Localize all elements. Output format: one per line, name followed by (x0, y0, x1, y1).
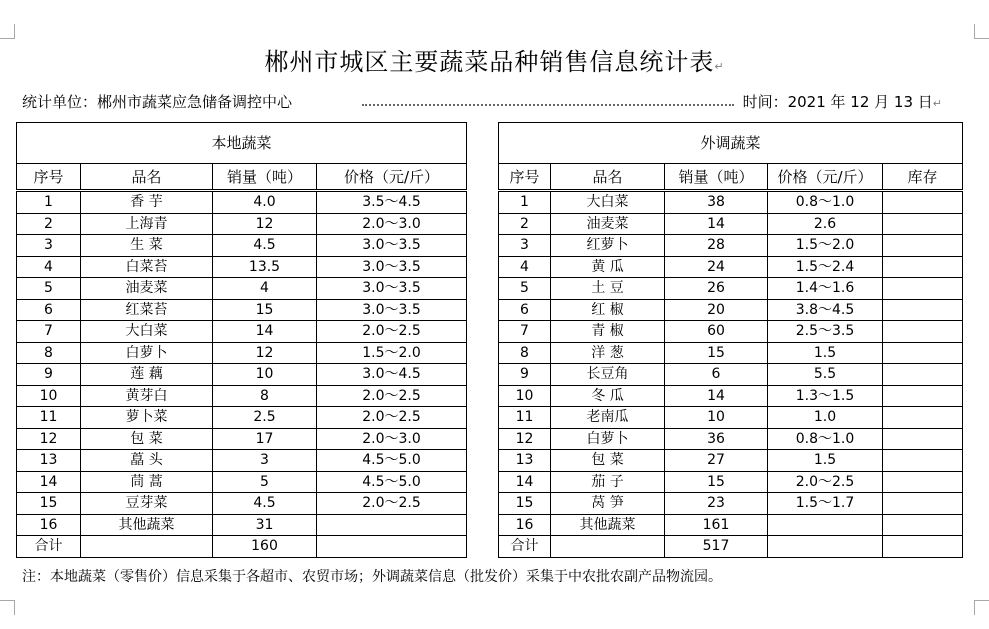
cell-empty (883, 536, 963, 558)
cell-local-qty: 15 (213, 299, 317, 321)
cell-remote-price: 0.8～1.0 (768, 428, 883, 450)
cell-remote-no: 13 (499, 450, 551, 472)
cell-remote-qty: 14 (665, 213, 768, 235)
cell-remote-name: 青 椒 (551, 321, 665, 343)
cell-local-qty: 31 (213, 514, 317, 536)
cell-remote-qty: 10 (665, 407, 768, 429)
cell-local-qty: 4.5 (213, 493, 317, 515)
cell-remote-qty: 15 (665, 471, 768, 493)
col-header-remote-name: 品名 (551, 164, 665, 191)
cell-remote-qty: 36 (665, 428, 768, 450)
cell-remote-name: 莴 笋 (551, 493, 665, 515)
cell-remote-stock (883, 191, 963, 214)
cell-local-no: 1 (17, 191, 81, 214)
cell-remote-qty: 23 (665, 493, 768, 515)
cell-local-qty: 12 (213, 213, 317, 235)
cell-remote-name: 大白菜 (551, 191, 665, 214)
cell-remote-name: 茄 子 (551, 471, 665, 493)
cell-remote-no: 8 (499, 342, 551, 364)
cell-local-price: 2.0～2.5 (317, 385, 467, 407)
cell-local-no: 6 (17, 299, 81, 321)
cell-remote-no: 5 (499, 278, 551, 300)
cell-remote-price: 1.4～1.6 (768, 278, 883, 300)
cell-remote-stock (883, 235, 963, 257)
cell-remote-stock (883, 321, 963, 343)
cell-local-name: 白萝卜 (81, 342, 213, 364)
cell-local-name: 上海青 (81, 213, 213, 235)
cell-empty (768, 536, 883, 558)
cell-local-price: 2.0～2.5 (317, 493, 467, 515)
total-label-local: 合计 (17, 536, 81, 558)
cell-remote-no: 9 (499, 364, 551, 386)
cell-remote-stock (883, 493, 963, 515)
cell-local-qty: 5 (213, 471, 317, 493)
cell-local-name: 豆芽菜 (81, 493, 213, 515)
cell-local-no: 12 (17, 428, 81, 450)
cell-remote-no: 7 (499, 321, 551, 343)
cell-local-qty: 8 (213, 385, 317, 407)
vegetable-sales-table (16, 122, 963, 558)
cell-remote-stock (883, 278, 963, 300)
cell-remote-qty: 27 (665, 450, 768, 472)
cell-local-name: 生 菜 (81, 235, 213, 257)
cell-local-no: 13 (17, 450, 81, 472)
cell-remote-price: 2.6 (768, 213, 883, 235)
cell-local-name: 茼 蒿 (81, 471, 213, 493)
cell-remote-price: 0.8～1.0 (768, 191, 883, 214)
cell-remote-qty: 38 (665, 191, 768, 214)
cell-remote-stock (883, 385, 963, 407)
cell-local-price: 1.5～2.0 (317, 342, 467, 364)
col-header-remote-stock: 库存 (883, 164, 963, 191)
cell-remote-price: 3.8～4.5 (768, 299, 883, 321)
col-header-remote-price: 价格（元/斤） (768, 164, 883, 191)
cell-remote-price: 1.5 (768, 342, 883, 364)
cell-local-no: 8 (17, 342, 81, 364)
table-gap-column (467, 123, 499, 558)
cell-remote-no: 1 (499, 191, 551, 214)
cell-remote-no: 6 (499, 299, 551, 321)
cell-remote-no: 3 (499, 235, 551, 257)
cell-remote-price: 2.0～2.5 (768, 471, 883, 493)
cell-remote-no: 14 (499, 471, 551, 493)
cell-local-name: 大白菜 (81, 321, 213, 343)
cell-local-price: 2.0～3.0 (317, 213, 467, 235)
cell-remote-price: 1.0 (768, 407, 883, 429)
col-header-remote-no: 序号 (499, 164, 551, 191)
cell-local-qty: 4.0 (213, 191, 317, 214)
cell-local-no: 10 (17, 385, 81, 407)
cell-remote-no: 10 (499, 385, 551, 407)
cell-remote-stock (883, 256, 963, 278)
cell-local-name: 黄芽白 (81, 385, 213, 407)
cell-remote-stock (883, 471, 963, 493)
cell-remote-name: 土 豆 (551, 278, 665, 300)
cell-local-qty: 12 (213, 342, 317, 364)
cell-local-price: 4.5～5.0 (317, 471, 467, 493)
cell-remote-qty: 26 (665, 278, 768, 300)
cell-local-qty: 10 (213, 364, 317, 386)
cell-remote-price: 1.5 (768, 450, 883, 472)
footnote: 注：本地蔬菜（零售价）信息采集于各超市、农贸市场；外调蔬菜信息（批发价）采集于中农批农副产品物流园。 (22, 569, 722, 585)
cell-local-price: 3.0～3.5 (317, 256, 467, 278)
cell-remote-qty: 15 (665, 342, 768, 364)
cell-remote-name: 油麦菜 (551, 213, 665, 235)
cell-local-price: 3.0～3.5 (317, 235, 467, 257)
cell-local-name: 白菜苔 (81, 256, 213, 278)
dotted-leader (362, 104, 734, 106)
cell-local-no: 4 (17, 256, 81, 278)
cell-local-name: 藠 头 (81, 450, 213, 472)
cell-empty (551, 536, 665, 558)
cell-remote-name: 老南瓜 (551, 407, 665, 429)
cell-remote-price: 1.5～2.0 (768, 235, 883, 257)
col-header-local-no: 序号 (17, 164, 81, 191)
cell-remote-stock (883, 514, 963, 536)
cell-remote-stock (883, 364, 963, 386)
remote-vegetables-header: 外调蔬菜 (499, 123, 963, 164)
cell-local-no: 2 (17, 213, 81, 235)
cell-local-qty: 13.5 (213, 256, 317, 278)
cell-local-price: 4.5～5.0 (317, 450, 467, 472)
cell-remote-name: 红 椒 (551, 299, 665, 321)
cell-remote-qty: 24 (665, 256, 768, 278)
cell-local-price: 3.0～3.5 (317, 278, 467, 300)
cell-empty (317, 536, 467, 558)
cell-remote-no: 4 (499, 256, 551, 278)
cell-local-price: 3.5～4.5 (317, 191, 467, 214)
cell-local-name: 包 菜 (81, 428, 213, 450)
cell-local-name: 其他蔬菜 (81, 514, 213, 536)
cell-local-price: 2.0～2.5 (317, 407, 467, 429)
cell-local-price (317, 514, 467, 536)
cell-remote-name: 冬 瓜 (551, 385, 665, 407)
cell-local-no: 5 (17, 278, 81, 300)
cell-local-name: 油麦菜 (81, 278, 213, 300)
cell-remote-no: 12 (499, 428, 551, 450)
page-corner-mark (0, 24, 15, 39)
cell-remote-name: 其他蔬菜 (551, 514, 665, 536)
cell-remote-stock (883, 342, 963, 364)
cell-remote-name: 洋 葱 (551, 342, 665, 364)
cell-local-no: 3 (17, 235, 81, 257)
cell-remote-name: 长豆角 (551, 364, 665, 386)
cell-remote-stock (883, 407, 963, 429)
cell-local-price: 3.0～3.5 (317, 299, 467, 321)
cell-remote-no: 15 (499, 493, 551, 515)
cell-local-qty: 4 (213, 278, 317, 300)
cell-local-qty: 17 (213, 428, 317, 450)
cell-local-name: 香 芋 (81, 191, 213, 214)
cell-remote-qty: 20 (665, 299, 768, 321)
cell-local-name: 红菜苔 (81, 299, 213, 321)
total-label-remote: 合计 (499, 536, 551, 558)
cell-remote-name: 白萝卜 (551, 428, 665, 450)
cell-remote-qty: 28 (665, 235, 768, 257)
col-header-local-name: 品名 (81, 164, 213, 191)
cell-remote-name: 包 菜 (551, 450, 665, 472)
cell-remote-stock (883, 428, 963, 450)
col-header-local-qty: 销量（吨） (213, 164, 317, 191)
cell-remote-name: 黄 瓜 (551, 256, 665, 278)
cell-remote-price: 1.5～2.4 (768, 256, 883, 278)
cell-remote-qty: 161 (665, 514, 768, 536)
cell-local-qty: 4.5 (213, 235, 317, 257)
cell-local-no: 15 (17, 493, 81, 515)
cell-local-qty: 14 (213, 321, 317, 343)
document-title: 郴州市城区主要蔬菜品种销售信息统计表↵ (264, 48, 725, 76)
cell-remote-name: 红萝卜 (551, 235, 665, 257)
meta-line (22, 91, 942, 113)
cell-remote-qty: 14 (665, 385, 768, 407)
cell-local-no: 9 (17, 364, 81, 386)
local-vegetables-header: 本地蔬菜 (17, 123, 467, 164)
cell-remote-stock (883, 213, 963, 235)
cell-remote-qty: 60 (665, 321, 768, 343)
cell-local-price: 2.0～2.5 (317, 321, 467, 343)
cell-local-no: 11 (17, 407, 81, 429)
col-header-local-price: 价格（元/斤） (317, 164, 467, 191)
cell-remote-price (768, 514, 883, 536)
cell-remote-qty: 6 (665, 364, 768, 386)
page-corner-mark (974, 600, 989, 615)
total-remote-qty: 517 (665, 536, 768, 558)
cell-local-price: 3.0～4.5 (317, 364, 467, 386)
cell-local-qty: 2.5 (213, 407, 317, 429)
cell-empty (81, 536, 213, 558)
cell-remote-no: 16 (499, 514, 551, 536)
cell-local-name: 莲 藕 (81, 364, 213, 386)
cell-remote-price: 5.5 (768, 364, 883, 386)
cell-remote-stock (883, 299, 963, 321)
cell-remote-no: 11 (499, 407, 551, 429)
cell-remote-price: 1.3～1.5 (768, 385, 883, 407)
report-date: 时间：2021 年 12 月 13 日↵ (742, 93, 942, 111)
page-corner-mark (974, 24, 989, 39)
cell-local-no: 14 (17, 471, 81, 493)
cell-local-price: 2.0～3.0 (317, 428, 467, 450)
cell-remote-stock (883, 450, 963, 472)
total-local-qty: 160 (213, 536, 317, 558)
cell-remote-price: 2.5～3.5 (768, 321, 883, 343)
col-header-remote-qty: 销量（吨） (665, 164, 768, 191)
cell-remote-no: 2 (499, 213, 551, 235)
cell-local-name: 萝卜菜 (81, 407, 213, 429)
cell-remote-price: 1.5～1.7 (768, 493, 883, 515)
cell-local-no: 16 (17, 514, 81, 536)
page-corner-mark (0, 600, 15, 615)
cell-local-qty: 3 (213, 450, 317, 472)
statistics-unit: 统计单位：郴州市蔬菜应急储备调控中心 (22, 93, 293, 111)
cell-local-no: 7 (17, 321, 81, 343)
section-header-row (17, 123, 963, 164)
